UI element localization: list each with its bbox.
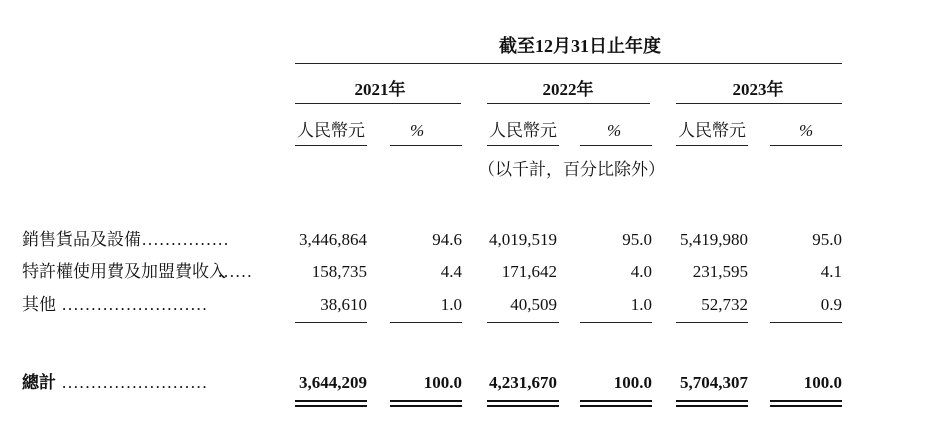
row-label: 其他: [22, 295, 56, 314]
cell-value: 158,735: [311, 262, 367, 281]
total-double-rule: [770, 400, 842, 407]
total-label: 總計: [22, 373, 56, 392]
year-2023-underline: [676, 103, 842, 104]
cell-value: 4.0: [630, 262, 652, 281]
total-double-rule: [295, 400, 367, 407]
subtotal-rule: [390, 322, 462, 323]
cell-value: 40,509: [510, 295, 557, 314]
col-header-rmb-2023: 人民幣元: [678, 121, 746, 140]
cell-value: 231,595: [692, 262, 748, 281]
year-2022-underline: [487, 103, 650, 104]
cell-value: 171,642: [501, 262, 557, 281]
cell-value: 3,446,864: [299, 230, 367, 249]
cell-value: 94.6: [432, 230, 462, 249]
total-value: 100.0: [613, 373, 652, 392]
period-title-underline: [295, 63, 842, 64]
total-value: 3,644,209: [299, 373, 367, 392]
col-header-rmb-2022: 人民幣元: [489, 121, 557, 140]
cell-value: 95.0: [812, 230, 842, 249]
total-double-rule: [580, 400, 652, 407]
col-rmb-2022-underline: [487, 145, 559, 146]
subtotal-rule: [676, 322, 748, 323]
total-value: 5,704,307: [680, 373, 748, 392]
total-double-rule: [390, 400, 462, 407]
subtotal-rule: [487, 322, 559, 323]
total-value: 4,231,670: [489, 373, 557, 392]
cell-value: 5,419,980: [680, 230, 748, 249]
total-double-rule: [487, 400, 559, 407]
cell-value: 52,732: [701, 295, 748, 314]
subtotal-rule: [295, 322, 367, 323]
col-rmb-2021-underline: [295, 145, 367, 146]
row-label: 特許權使用費及加盟費收入: [22, 262, 226, 281]
cell-value: 95.0: [622, 230, 652, 249]
col-header-pct-2021: %: [410, 121, 425, 140]
cell-value: 4.1: [820, 262, 842, 281]
cell-value: 1.0: [440, 295, 462, 314]
year-2021-underline: [295, 103, 461, 104]
period-title: 截至12月31日止年度: [499, 36, 661, 56]
subtotal-rule: [580, 322, 652, 323]
col-header-pct-2022: %: [607, 121, 622, 140]
cell-value: 38,610: [320, 295, 367, 314]
cell-value: 0.9: [820, 295, 842, 314]
row-label: 銷售貨品及設備: [22, 230, 141, 249]
unit-note: （以千計，百分比除外）: [478, 160, 665, 179]
year-header-2023: 2023年: [732, 80, 784, 99]
col-pct-2023-underline: [770, 145, 842, 146]
year-header-2022: 2022年: [542, 80, 594, 99]
total-leader-dots: .........................: [62, 373, 209, 392]
cell-value: 4.4: [440, 262, 462, 281]
total-value: 100.0: [423, 373, 462, 392]
col-header-pct-2023: %: [799, 121, 814, 140]
total-double-rule: [676, 400, 748, 407]
total-value: 100.0: [803, 373, 842, 392]
cell-value: 1.0: [630, 295, 652, 314]
row-leader-dots: ...............: [142, 230, 230, 249]
row-leader-dots: .........................: [62, 295, 209, 314]
col-rmb-2023-underline: [676, 145, 748, 146]
col-pct-2022-underline: [580, 145, 652, 146]
col-header-rmb-2021: 人民幣元: [297, 121, 365, 140]
col-pct-2021-underline: [390, 145, 462, 146]
row-leader-dots: ......: [218, 262, 254, 281]
subtotal-rule: [770, 322, 842, 323]
cell-value: 4,019,519: [489, 230, 557, 249]
year-header-2021: 2021年: [354, 80, 406, 99]
